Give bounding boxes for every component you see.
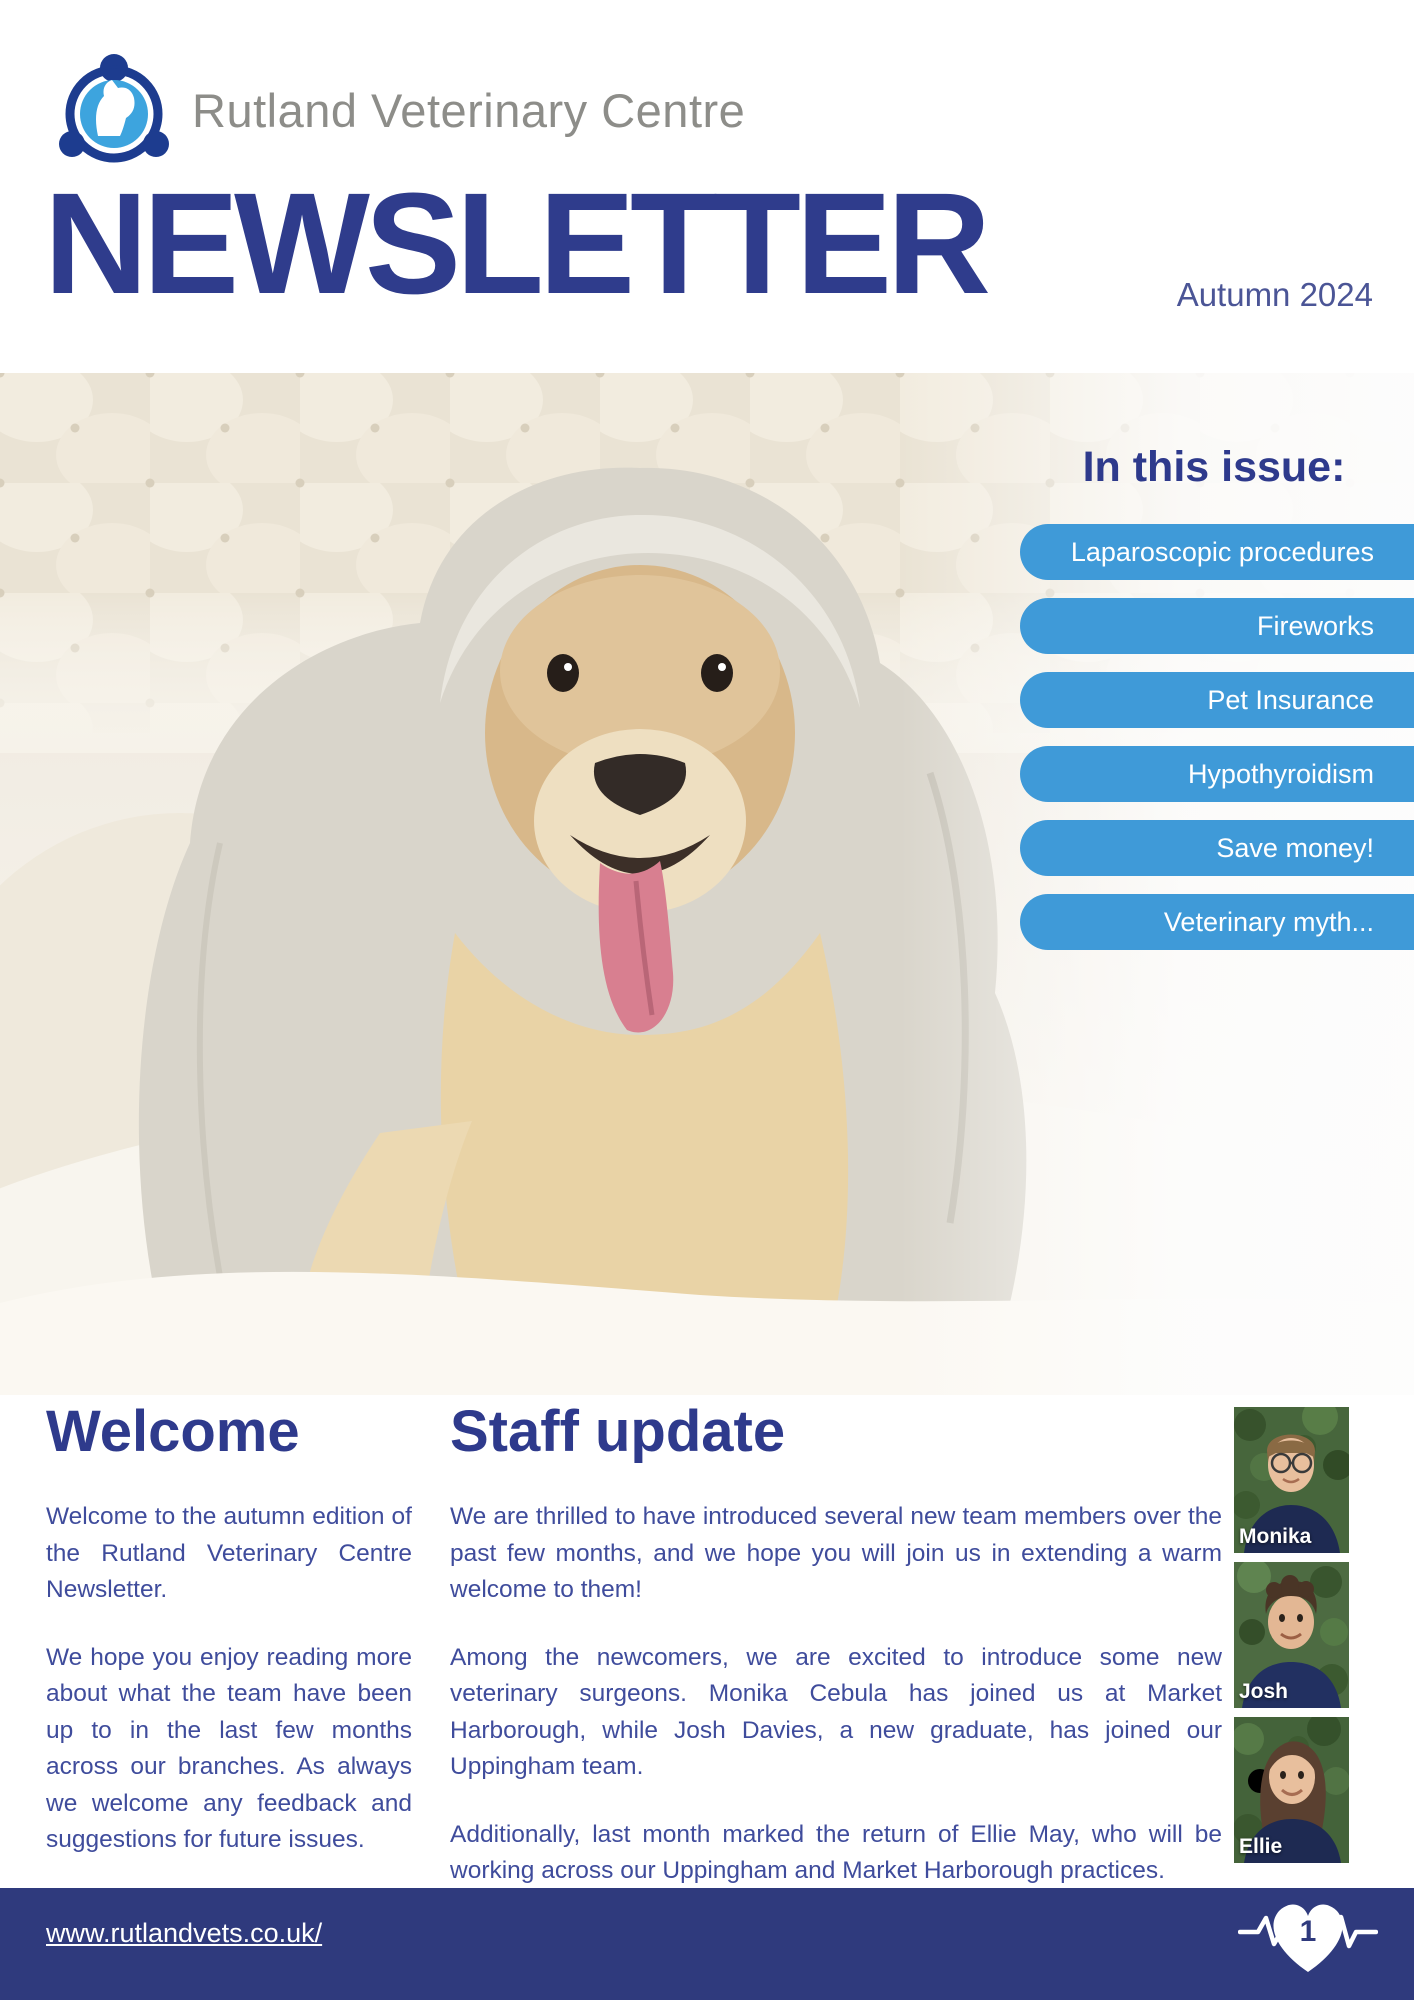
clinic-name: Rutland Veterinary Centre: [192, 83, 746, 137]
staff-name-label: Josh: [1239, 1680, 1289, 1703]
welcome-paragraph: Welcome to the autumn edition of the Rutland Veterinary Centre Newsletter.: [46, 1503, 412, 1603]
staff-update-section: [450, 1398, 1222, 1921]
issue-panel: [1020, 443, 1414, 968]
clinic-logo: [58, 52, 745, 168]
hero-image: [0, 373, 1414, 1395]
welcome-paragraph: We hope you enjoy reading more about what the team have been up to in the last few months across our branches. As always we welcome any feedback and suggestions for future issues.: [46, 1643, 412, 1853]
footer-bar: [0, 1888, 1414, 2000]
clinic-logo-icon: [58, 52, 170, 168]
welcome-section: [46, 1398, 412, 1890]
staff-name-label: Ellie: [1239, 1835, 1283, 1858]
staff-photos: [1234, 1407, 1349, 1872]
issue-item-fireworks[interactable]: Fireworks: [1020, 598, 1414, 654]
issue-item-pet-insurance[interactable]: Pet Insurance: [1020, 672, 1414, 728]
issue-item-save-money[interactable]: Save money!: [1020, 820, 1414, 876]
staff-paragraph: Additionally, last month marked the return of Ellie May, who will be working across our Uppingham and Market Harborough practices.: [450, 1820, 1222, 1884]
website-link[interactable]: www.rutlandvets.co.uk/: [46, 1918, 323, 1948]
staff-paragraph: We are thrilled to have introduced several new team members over the past few months, and we hope you will join us in extending a warm welcome to them!: [450, 1503, 1222, 1603]
issue-date: Autumn 2024: [1176, 276, 1373, 313]
staff-update-heading: Staff update: [450, 1399, 786, 1464]
issue-item-veterinary-myth[interactable]: Veterinary myth...: [1020, 894, 1414, 950]
staff-paragraph: Among the newcomers, we are excited to introduce some new veterinary surgeons. Monika Cebula has joined us at Market Harborough, while Josh Davies, a new graduate, has joined our Uppingham team.: [450, 1643, 1222, 1780]
staff-name-label: Monika: [1239, 1525, 1312, 1548]
issue-item-hypothyroidism[interactable]: Hypothyroidism: [1020, 746, 1414, 802]
staff-photo-josh: [1234, 1562, 1349, 1708]
issue-heading: In this issue:: [1082, 443, 1346, 491]
welcome-heading: Welcome: [46, 1399, 300, 1464]
staff-photo-monika: [1234, 1407, 1349, 1553]
newsletter-title: NEWSLETTER: [44, 163, 986, 324]
staff-photo-ellie: [1234, 1717, 1349, 1863]
page-number: 1: [1299, 1915, 1317, 1948]
issue-item-laparoscopic[interactable]: Laparoscopic procedures: [1020, 524, 1414, 580]
heartbeat-page-icon: [1238, 1894, 1378, 1978]
